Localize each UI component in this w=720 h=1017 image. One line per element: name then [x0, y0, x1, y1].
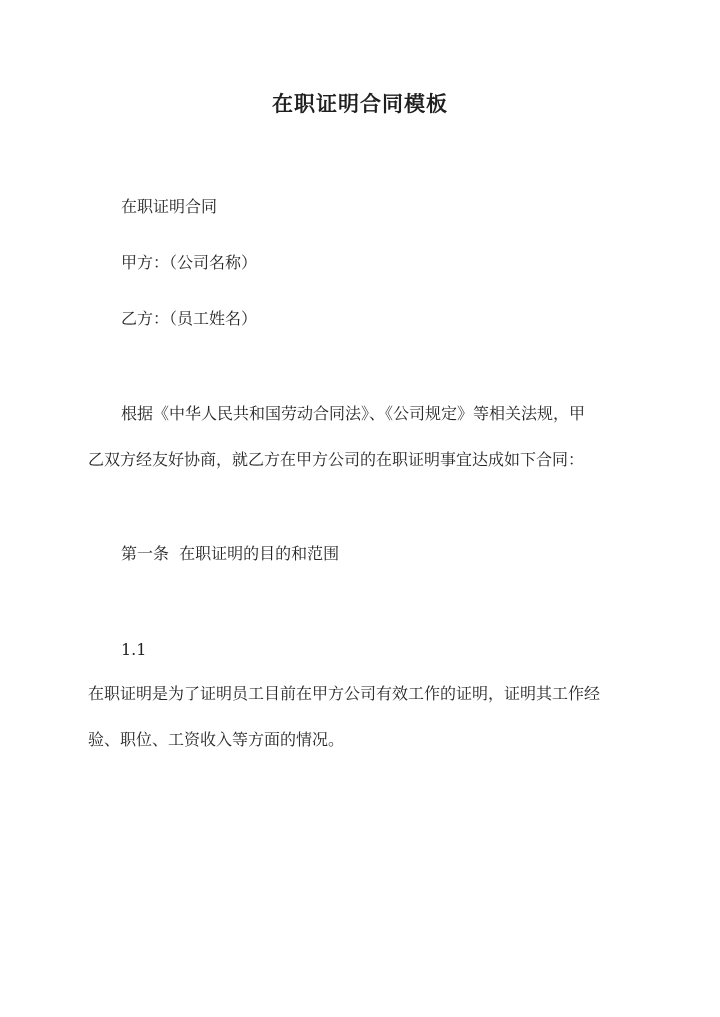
preamble-line-1: 根据《中华人民共和国劳动合同法》、《公司规定》等相关法规，甲	[121, 404, 586, 423]
clause-number: 1.1	[121, 640, 147, 659]
document-title: 在职证明合同模板	[272, 91, 448, 116]
clause-text-line-2: 验、职位、工资收入等方面的情况。	[88, 730, 345, 749]
clause-text-line-1: 在职证明是为了证明员工目前在甲方公司有效工作的证明，证明其工作经	[88, 684, 601, 703]
contract-heading: 在职证明合同	[121, 197, 218, 216]
party-a-line: 甲方：（公司名称）	[121, 253, 258, 272]
article-1-heading: 第一条 在职证明的目的和范围	[121, 544, 340, 563]
preamble-line-2: 乙双方经友好协商，就乙方在甲方公司的在职证明事宜达成如下合同：	[88, 450, 585, 469]
party-b-line: 乙方：（员工姓名）	[121, 309, 258, 328]
